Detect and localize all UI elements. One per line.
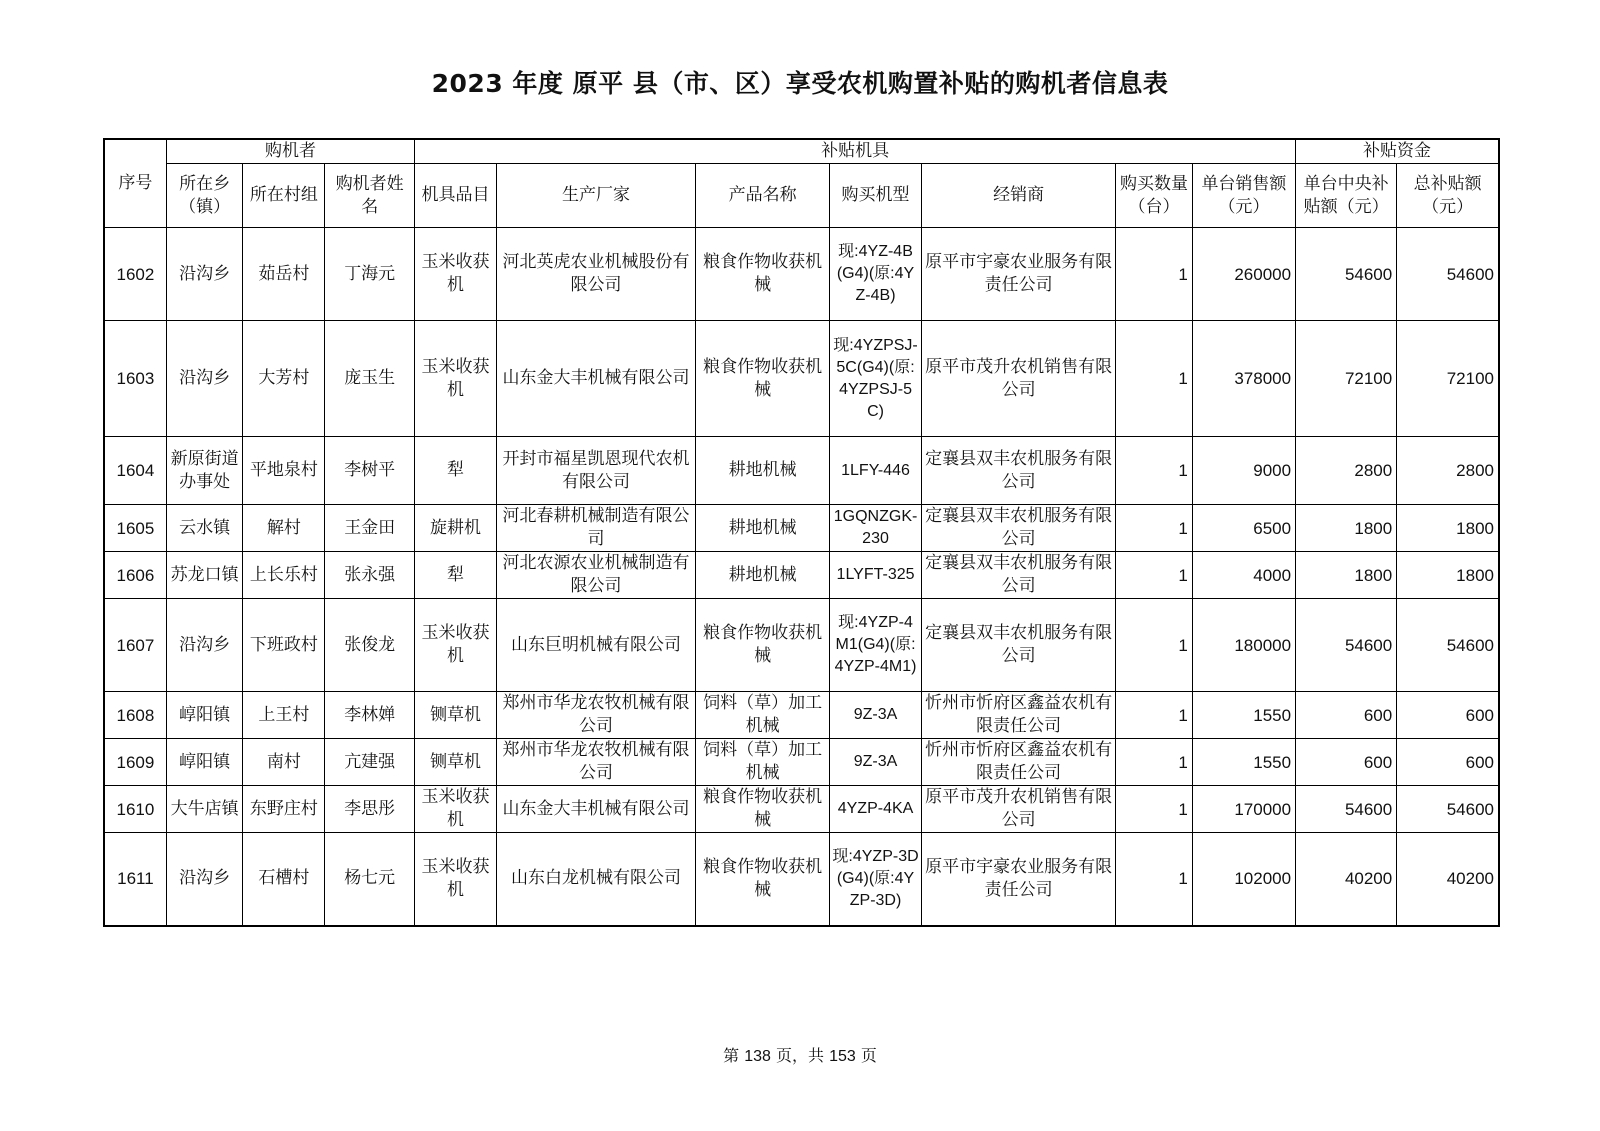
cell-index: 1610 [104,786,166,833]
cell-township: 苏龙口镇 [166,552,243,599]
cell-product: 粮食作物收获机械 [696,786,830,833]
cell-village: 上长乐村 [243,552,325,599]
cell-manufacturer: 河北春耕机械制造有限公司 [496,505,695,552]
cell-index: 1609 [104,739,166,786]
cell-category: 铡草机 [415,739,497,786]
footer-total-pages: 153 [829,1048,856,1065]
cell-unit-price: 378000 [1192,321,1295,437]
cell-village: 南村 [243,739,325,786]
cell-dealer: 原平市茂升农机销售有限公司 [922,786,1116,833]
header-product: 产品名称 [696,164,830,228]
header-village: 所在村组 [243,164,325,228]
cell-unit-price: 170000 [1192,786,1295,833]
cell-central-subsidy: 1800 [1296,552,1397,599]
cell-dealer: 忻州市忻府区鑫益农机有限责任公司 [922,739,1116,786]
cell-village: 下班政村 [243,599,325,692]
cell-total-subsidy: 54600 [1397,228,1499,321]
cell-product: 饲料（草）加工机械 [696,692,830,739]
cell-index: 1606 [104,552,166,599]
cell-buyer-name: 庞玉生 [325,321,415,437]
cell-village: 解村 [243,505,325,552]
footer-prefix: 第 [723,1048,740,1065]
header-township: 所在乡（镇） [166,164,243,228]
table-row [104,599,1499,692]
cell-model: 1LYFT-325 [830,552,922,599]
cell-township: 沿沟乡 [166,833,243,926]
cell-buyer-name: 李树平 [325,437,415,505]
cell-buyer-name: 杨七元 [325,833,415,926]
cell-model: 现:4YZP-3D(G4)(原:4YZP-3D) [830,833,922,926]
cell-model: 9Z-3A [830,692,922,739]
cell-index: 1605 [104,505,166,552]
table-row [104,739,1499,786]
cell-manufacturer: 河北农源农业机械制造有限公司 [496,552,695,599]
cell-quantity: 1 [1116,833,1193,926]
cell-manufacturer: 山东巨明机械有限公司 [496,599,695,692]
footer-suffix: 页 [860,1048,877,1065]
cell-quantity: 1 [1116,321,1193,437]
table-row [104,833,1499,926]
cell-unit-price: 6500 [1192,505,1295,552]
cell-manufacturer: 开封市福星凯恩现代农机有限公司 [496,437,695,505]
cell-township: 崞阳镇 [166,739,243,786]
cell-model: 现:4YZ-4B(G4)(原:4YZ-4B) [830,228,922,321]
cell-buyer-name: 李林婵 [325,692,415,739]
cell-quantity: 1 [1116,437,1193,505]
header-index: 序号 [104,139,166,228]
cell-model: 4YZP-4KA [830,786,922,833]
cell-buyer-name: 李思彤 [325,786,415,833]
cell-township: 云水镇 [166,505,243,552]
cell-category: 玉米收获机 [415,228,497,321]
cell-unit-price: 1550 [1192,739,1295,786]
cell-index: 1602 [104,228,166,321]
table-row [104,552,1499,599]
cell-total-subsidy: 600 [1397,739,1499,786]
subsidy-table [103,138,1500,927]
cell-central-subsidy: 600 [1296,692,1397,739]
cell-dealer: 定襄县双丰农机服务有限公司 [922,437,1116,505]
cell-central-subsidy: 600 [1296,739,1397,786]
header-group-machine: 补贴机具 [415,139,1296,164]
cell-dealer: 原平市宇豪农业服务有限责任公司 [922,228,1116,321]
cell-central-subsidy: 54600 [1296,786,1397,833]
cell-total-subsidy: 2800 [1397,437,1499,505]
cell-township: 沿沟乡 [166,599,243,692]
cell-category: 玉米收获机 [415,833,497,926]
cell-buyer-name: 丁海元 [325,228,415,321]
cell-model: 现:4YZP-4M1(G4)(原:4YZP-4M1) [830,599,922,692]
cell-dealer: 原平市宇豪农业服务有限责任公司 [922,833,1116,926]
cell-unit-price: 180000 [1192,599,1295,692]
cell-index: 1604 [104,437,166,505]
cell-buyer-name: 张永强 [325,552,415,599]
cell-village: 大芳村 [243,321,325,437]
cell-manufacturer: 郑州市华龙农牧机械有限公司 [496,692,695,739]
cell-dealer: 定襄县双丰农机服务有限公司 [922,505,1116,552]
cell-category: 玉米收获机 [415,321,497,437]
table-row [104,692,1499,739]
cell-quantity: 1 [1116,786,1193,833]
cell-township: 崞阳镇 [166,692,243,739]
cell-quantity: 1 [1116,692,1193,739]
cell-category: 玉米收获机 [415,786,497,833]
cell-model: 9Z-3A [830,739,922,786]
cell-village: 茹岳村 [243,228,325,321]
cell-category: 旋耕机 [415,505,497,552]
cell-village: 东野庄村 [243,786,325,833]
header-group-buyer: 购机者 [166,139,414,164]
header-manufacturer: 生产厂家 [496,164,695,228]
cell-index: 1611 [104,833,166,926]
cell-total-subsidy: 54600 [1397,786,1499,833]
header-dealer: 经销商 [922,164,1116,228]
footer-middle: 页，共 [775,1048,824,1065]
cell-dealer: 定襄县双丰农机服务有限公司 [922,552,1116,599]
cell-township: 新原街道办事处 [166,437,243,505]
cell-township: 沿沟乡 [166,228,243,321]
cell-unit-price: 1550 [1192,692,1295,739]
cell-product: 粮食作物收获机械 [696,228,830,321]
page-title: 2023 年度 原平 县（市、区）享受农机购置补贴的购机者信息表 [431,69,1169,98]
cell-central-subsidy: 1800 [1296,505,1397,552]
page-footer [0,1043,1600,1066]
cell-manufacturer: 河北英虎农业机械股份有限公司 [496,228,695,321]
cell-quantity: 1 [1116,505,1193,552]
cell-index: 1608 [104,692,166,739]
cell-quantity: 1 [1116,599,1193,692]
header-central-subsidy: 单台中央补贴额（元） [1296,164,1397,228]
cell-product: 耕地机械 [696,552,830,599]
cell-village: 平地泉村 [243,437,325,505]
cell-category: 铡草机 [415,692,497,739]
cell-dealer: 定襄县双丰农机服务有限公司 [922,599,1116,692]
table-row [104,786,1499,833]
cell-dealer: 原平市茂升农机销售有限公司 [922,321,1116,437]
cell-buyer-name: 亢建强 [325,739,415,786]
cell-category: 犁 [415,552,497,599]
cell-manufacturer: 山东金大丰机械有限公司 [496,321,695,437]
cell-quantity: 1 [1116,739,1193,786]
table-row [104,505,1499,552]
cell-quantity: 1 [1116,552,1193,599]
header-model: 购买机型 [830,164,922,228]
cell-unit-price: 4000 [1192,552,1295,599]
cell-unit-price: 260000 [1192,228,1295,321]
header-total-subsidy: 总补贴额（元） [1397,164,1499,228]
cell-central-subsidy: 54600 [1296,228,1397,321]
cell-product: 耕地机械 [696,505,830,552]
cell-category: 玉米收获机 [415,599,497,692]
cell-model: 1GQNZGK-230 [830,505,922,552]
cell-central-subsidy: 72100 [1296,321,1397,437]
table-row [104,228,1499,321]
cell-product: 粮食作物收获机械 [696,321,830,437]
cell-buyer-name: 张俊龙 [325,599,415,692]
cell-index: 1603 [104,321,166,437]
footer-page-number: 138 [744,1048,771,1065]
cell-township: 沿沟乡 [166,321,243,437]
cell-total-subsidy: 1800 [1397,552,1499,599]
header-buyer-name: 购机者姓名 [325,164,415,228]
cell-total-subsidy: 54600 [1397,599,1499,692]
cell-unit-price: 102000 [1192,833,1295,926]
cell-total-subsidy: 40200 [1397,833,1499,926]
cell-manufacturer: 郑州市华龙农牧机械有限公司 [496,739,695,786]
cell-category: 犁 [415,437,497,505]
table-row [104,437,1499,505]
cell-total-subsidy: 600 [1397,692,1499,739]
cell-village: 上王村 [243,692,325,739]
cell-central-subsidy: 54600 [1296,599,1397,692]
cell-central-subsidy: 40200 [1296,833,1397,926]
cell-dealer: 忻州市忻府区鑫益农机有限责任公司 [922,692,1116,739]
cell-central-subsidy: 2800 [1296,437,1397,505]
cell-product: 耕地机械 [696,437,830,505]
header-unit-price: 单台销售额（元） [1192,164,1295,228]
cell-village: 石槽村 [243,833,325,926]
cell-product: 粮食作物收获机械 [696,599,830,692]
cell-index: 1607 [104,599,166,692]
cell-buyer-name: 王金田 [325,505,415,552]
cell-township: 大牛店镇 [166,786,243,833]
cell-manufacturer: 山东金大丰机械有限公司 [496,786,695,833]
cell-quantity: 1 [1116,228,1193,321]
cell-product: 粮食作物收获机械 [696,833,830,926]
cell-model: 现:4YZPSJ-5C(G4)(原:4YZPSJ-5C) [830,321,922,437]
table-row [104,321,1499,437]
cell-unit-price: 9000 [1192,437,1295,505]
header-group-fund: 补贴资金 [1296,139,1499,164]
cell-model: 1LFY-446 [830,437,922,505]
cell-product: 饲料（草）加工机械 [696,739,830,786]
header-category: 机具品目 [415,164,497,228]
cell-total-subsidy: 1800 [1397,505,1499,552]
cell-total-subsidy: 72100 [1397,321,1499,437]
cell-manufacturer: 山东白龙机械有限公司 [496,833,695,926]
header-quantity: 购买数量（台） [1116,164,1193,228]
